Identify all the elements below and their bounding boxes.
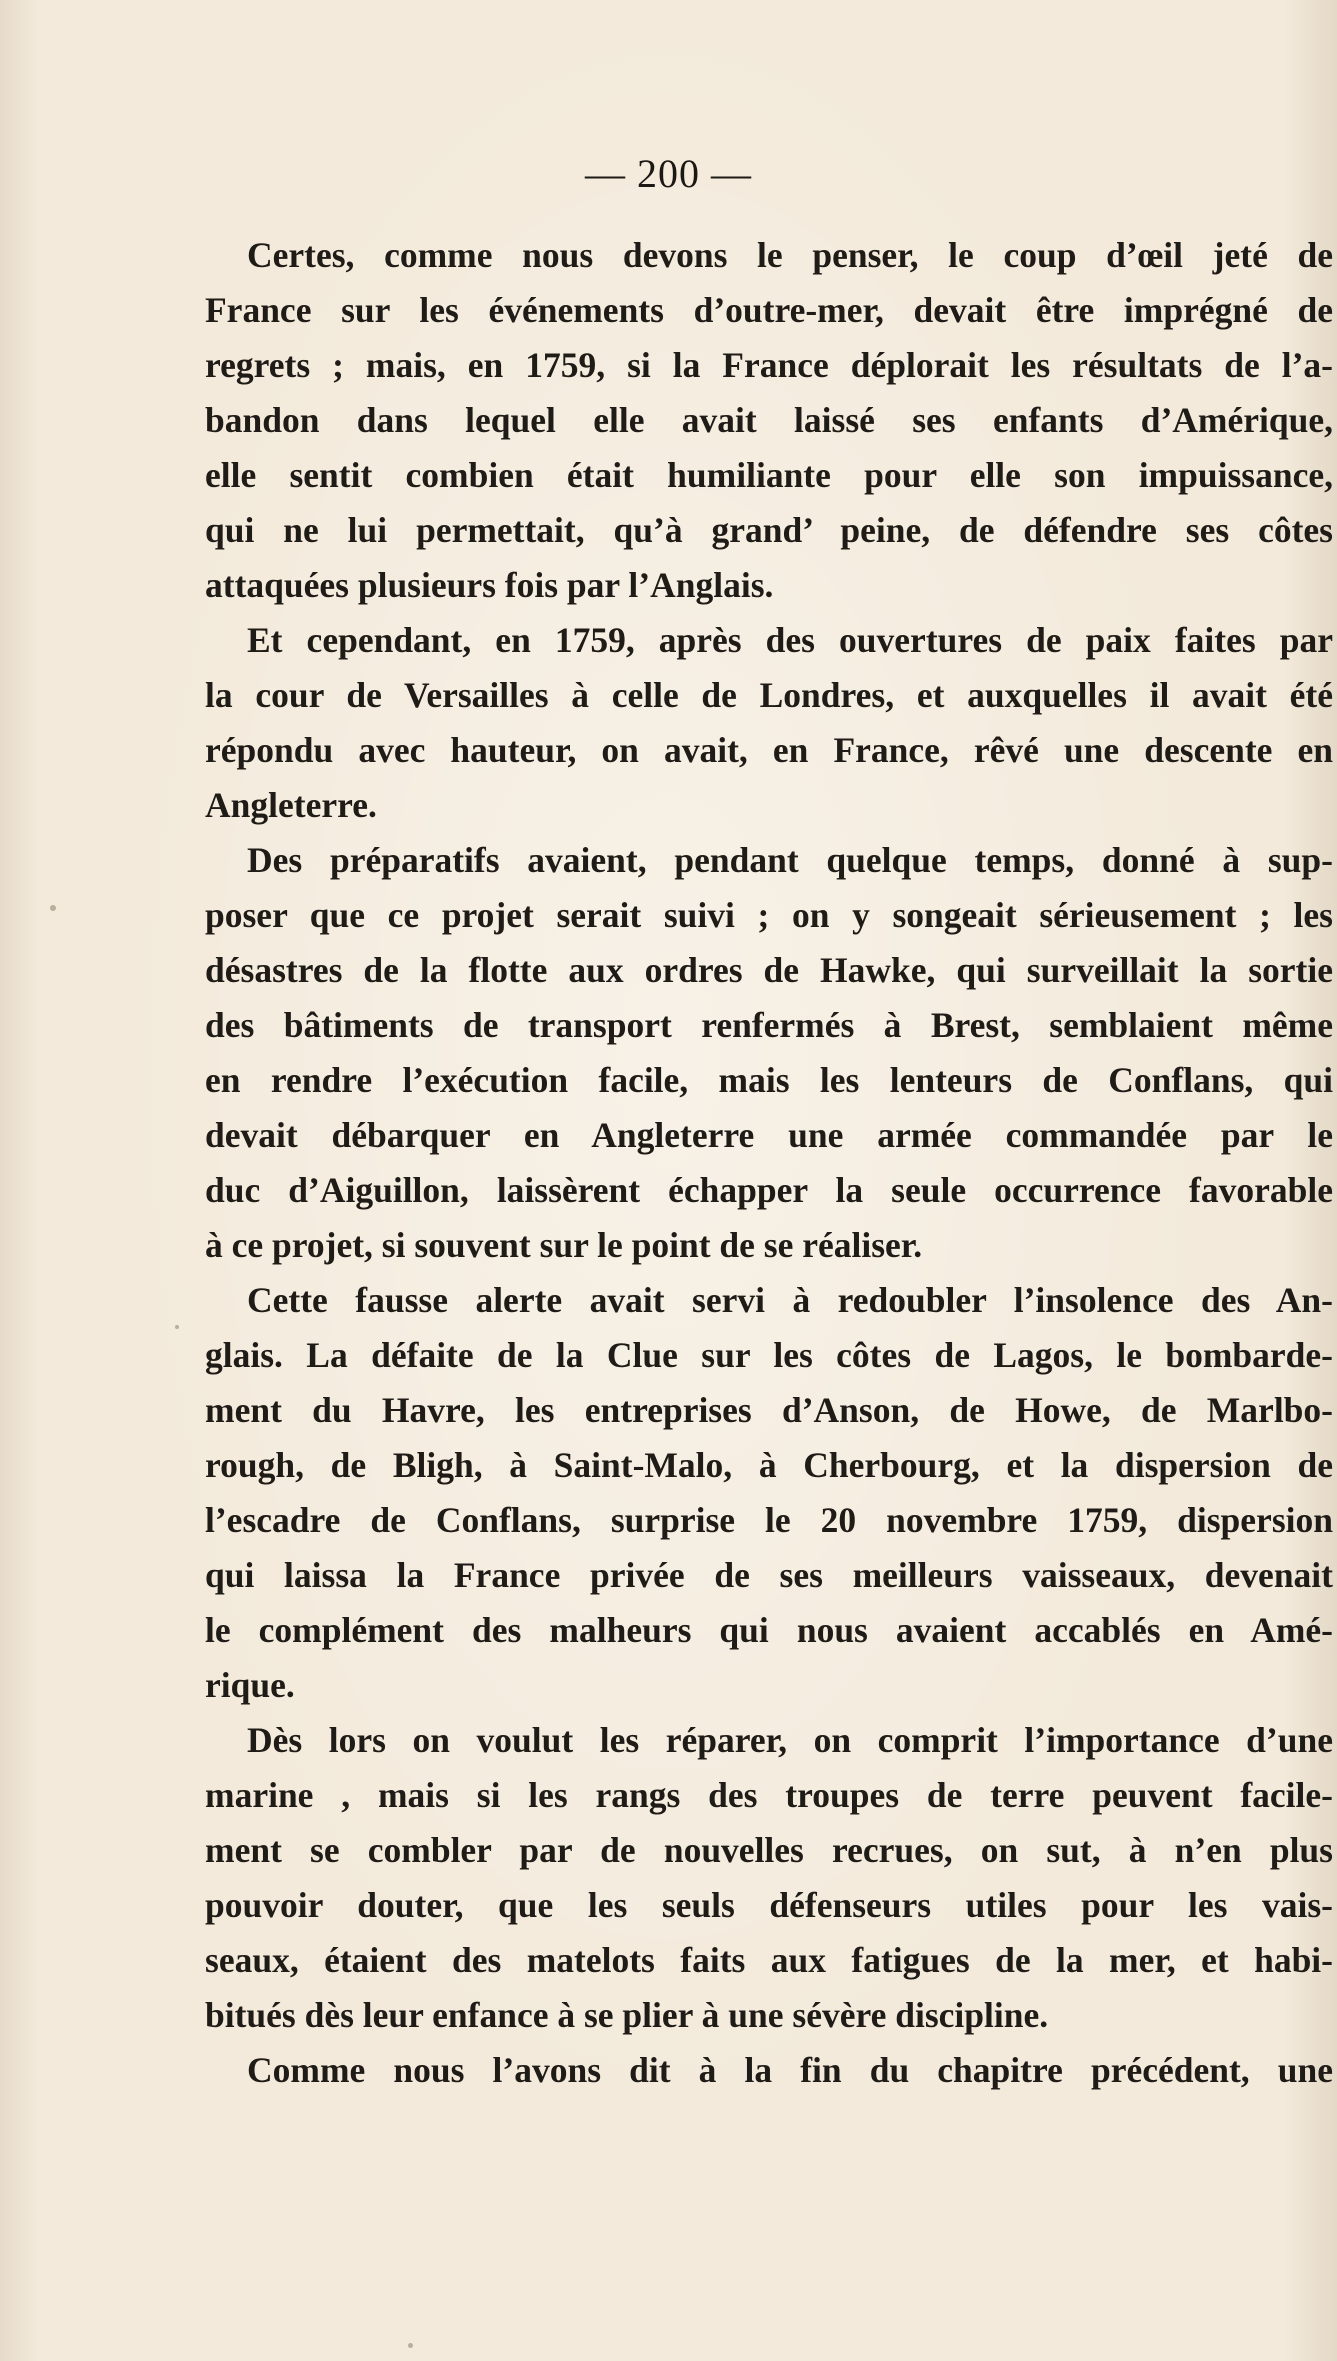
text-line: ment du Havre, les entreprises d’Anson, de Howe, de Marlbo- — [205, 1390, 1333, 1430]
text-line: Des préparatifs avaient, pendant quelque temps, donné à sup- — [247, 840, 1333, 880]
text-line: Et cependant, en 1759, après des ouvertures de paix faites par — [247, 620, 1333, 660]
text-line: ment se combler par de nouvelles recrues, on sut, à n’en plus — [205, 1830, 1333, 1870]
text-line: désastres de la flotte aux ordres de Hawke, qui surveillait la sortie — [205, 950, 1333, 990]
text-line: qui ne lui permettait, qu’à grand’ peine, de défendre ses côtes — [205, 510, 1333, 550]
text-line: rique. — [205, 1665, 295, 1705]
text-line: Dès lors on voulut les réparer, on comprit l’importance d’une — [247, 1720, 1333, 1760]
text-line: poser que ce projet serait suivi ; on y songeait sérieusement ; les — [205, 895, 1333, 935]
paper-speck — [408, 2343, 413, 2348]
text-line: France sur les événements d’outre-mer, devait être imprégné de — [205, 290, 1333, 330]
text-line: Comme nous l’avons dit à la fin du chapitre précédent, une — [247, 2050, 1333, 2090]
text-line: attaquées plusieurs fois par l’Anglais. — [205, 565, 774, 605]
text-line: elle sentit combien était humiliante pour elle son impuissance, — [205, 455, 1333, 495]
text-line: glais. La défaite de la Clue sur les côtes de Lagos, le bombarde- — [205, 1335, 1333, 1375]
text-line: marine , mais si les rangs des troupes de terre peuvent facile- — [205, 1775, 1333, 1815]
text-line: regrets ; mais, en 1759, si la France déplorait les résultats de l’a- — [205, 345, 1333, 385]
text-line: qui laissa la France privée de ses meilleurs vaisseaux, devenait — [205, 1555, 1333, 1595]
text-line: Angleterre. — [205, 785, 377, 825]
text-line: le complément des malheurs qui nous avaient accablés en Amé- — [205, 1610, 1333, 1650]
text-line: Cette fausse alerte avait servi à redoubler l’insolence des An- — [247, 1280, 1333, 1320]
text-line: duc d’Aiguillon, laissèrent échapper la seule occurrence favorable — [205, 1170, 1333, 1210]
paper-speck — [50, 905, 56, 911]
page-number: — 200 — — [585, 151, 752, 196]
text-line: bandon dans lequel elle avait laissé ses enfants d’Amérique, — [205, 400, 1333, 440]
text-line: Certes, comme nous devons le penser, le coup d’œil jeté de — [247, 235, 1333, 275]
paper-speck — [175, 1325, 179, 1329]
text-line: rough, de Bligh, à Saint-Malo, à Cherbourg, et la dispersion de — [205, 1445, 1333, 1485]
text-line: à ce projet, si souvent sur le point de se réaliser. — [205, 1225, 923, 1265]
text-line: l’escadre de Conflans, surprise le 20 novembre 1759, dispersion — [205, 1500, 1333, 1540]
text-line: répondu avec hauteur, on avait, en France, rêvé une descente en — [205, 730, 1333, 770]
text-line: bitués dès leur enfance à se plier à une sévère discipline. — [205, 1995, 1049, 2035]
text-line: devait débarquer en Angleterre une armée commandée par le — [205, 1115, 1333, 1155]
text-line: seaux, étaient des matelots faits aux fatigues de la mer, et habi- — [205, 1940, 1333, 1980]
text-line: en rendre l’exécution facile, mais les lenteurs de Conflans, qui — [205, 1060, 1333, 1100]
text-line: la cour de Versailles à celle de Londres, et auxquelles il avait été — [205, 675, 1333, 715]
body-text — [205, 228, 1333, 2098]
text-line: des bâtiments de transport renfermés à Brest, semblaient même — [205, 1005, 1333, 1045]
text-line: pouvoir douter, que les seuls défenseurs utiles pour les vais- — [205, 1885, 1333, 1925]
